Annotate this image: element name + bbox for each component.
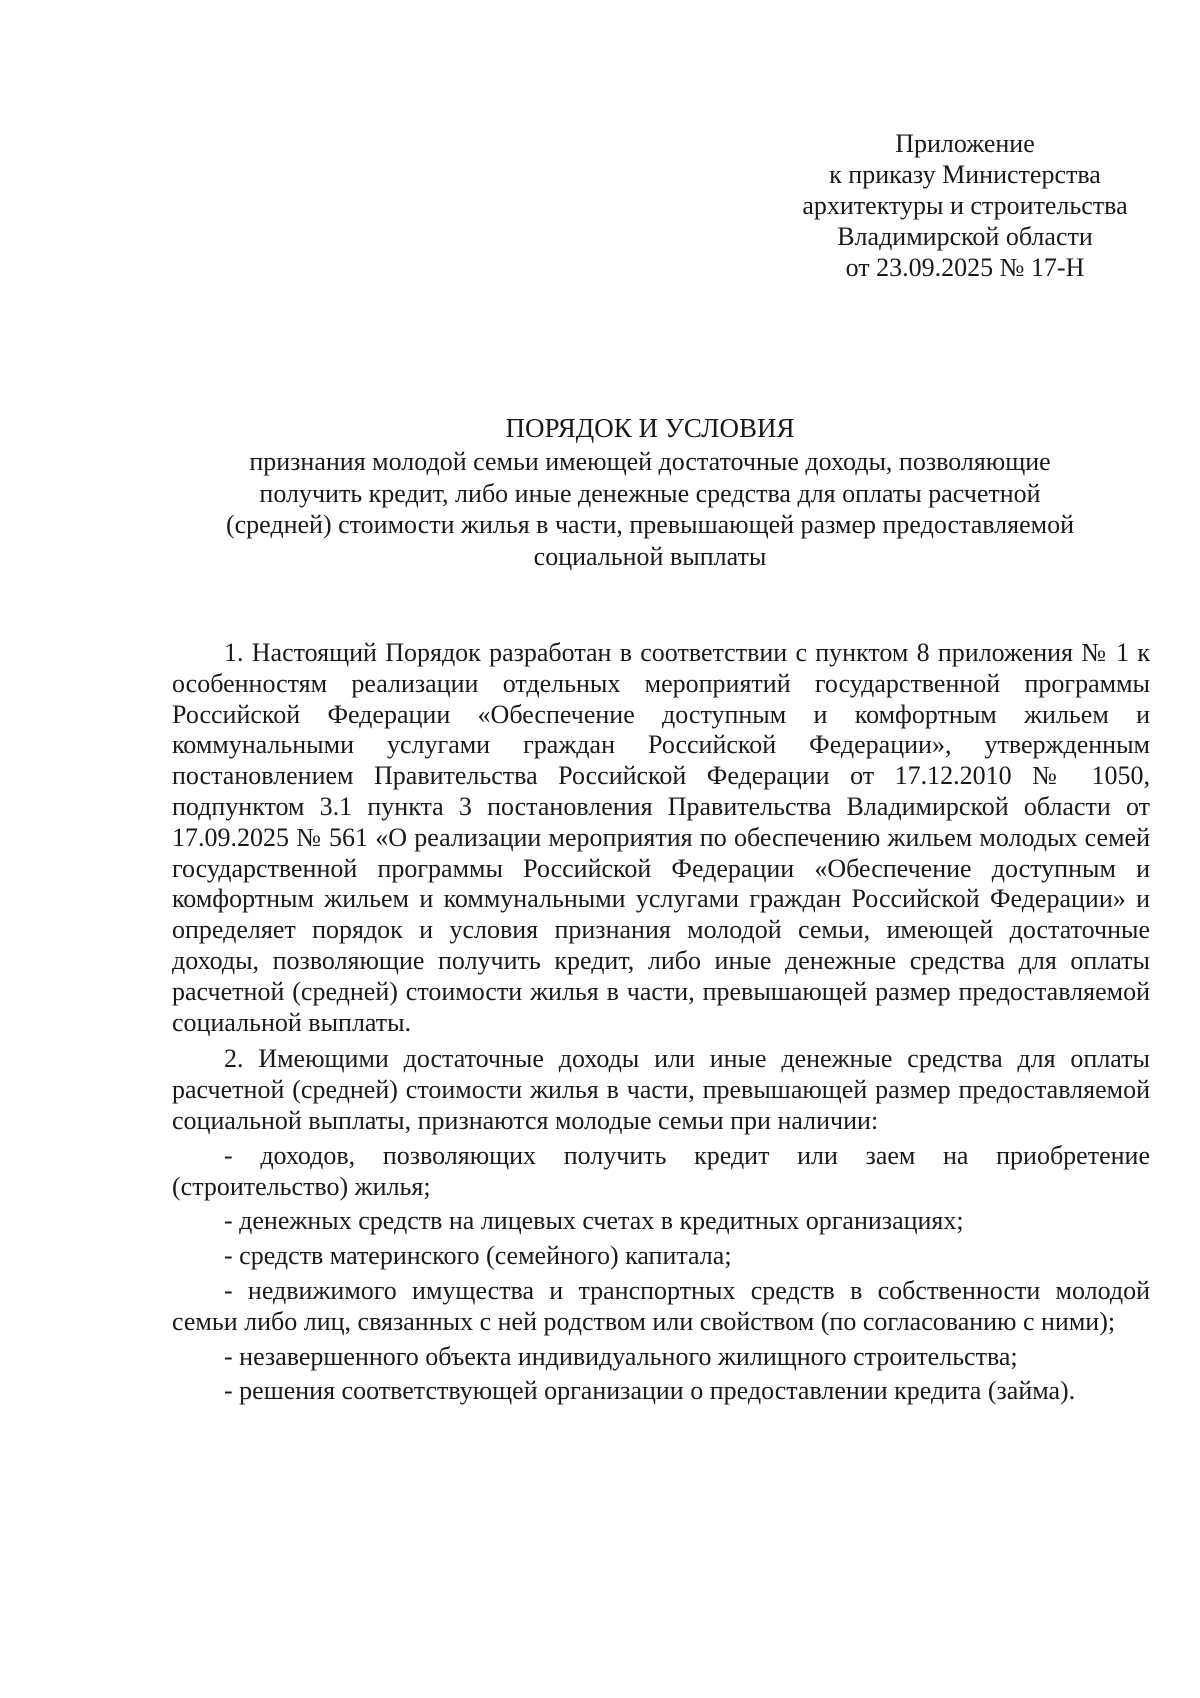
- annex-line: Приложение: [895, 129, 1035, 158]
- list-item: - доходов, позволяющих получить кредит или заем на приобретение (строительство) жилья;: [172, 1140, 1150, 1201]
- subtitle-line: (средней) стоимости жилья в части, превышающей размер предоставляемой: [225, 510, 1075, 539]
- subtitle-line: признания молодой семьи имеющей достаточные доходы, позволяющие: [249, 447, 1051, 476]
- document-body: [172, 638, 1150, 1407]
- annex-line: Владимирской области: [837, 222, 1093, 251]
- list-item: - денежных средств на лицевых счетах в кредитных организациях;: [224, 1206, 964, 1236]
- title-main: ПОРЯДОК И УСЛОВИЯ: [505, 413, 795, 443]
- title-subtitle: [180, 446, 1120, 572]
- list-item: - средств материнского (семейного) капитала;: [224, 1241, 732, 1271]
- annex-line: от 23.09.2025 № 17-Н: [845, 253, 1085, 282]
- paragraph-2: 2. Имеющими достаточные доходы или иные денежные средства для оплаты расчетной (средней) стоимости жилья в части, превышающей размер предоставляемой социальной выплаты, признаются молодые семьи при наличии:: [172, 1044, 1150, 1135]
- list-item: - решения соответствующей организации о предоставлении кредита (займа).: [224, 1376, 1076, 1406]
- subtitle-line: получить кредит, либо иные денежные средства для оплаты расчетной: [259, 478, 1041, 508]
- annex-header: [760, 128, 1170, 283]
- list-item: - недвижимого имущества и транспортных средств в собственности молодой семьи либо лиц, связанных с ней родством или свойством (по согласованию с ними);: [172, 1275, 1150, 1336]
- annex-line: к приказу Министерства: [829, 160, 1101, 189]
- annex-line: архитектуры и строительства: [802, 191, 1128, 220]
- list-item: - незавершенного объекта индивидуального жилищного строительства;: [224, 1341, 1018, 1371]
- paragraph-1: 1. Настоящий Порядок разработан в соответствии с пунктом 8 приложения № 1 к особенностям реализации отдельных мероприятий государственной программы Российской Федерации «Обеспечение доступным и комфортным жильем и коммунальными услугами граждан Российской Федерации», утвержденным постановлением Правительства Российской Федерации от 17.12.2010 № 1050, подпунктом 3.1 пункта 3 постановления Правительства Владимирской области от 17.09.2025 № 561 «О реализации мероприятия по обеспечению жильем молодых семей государственной программы Российской Федерации «Обеспечение доступным и комфортным жильем и коммунальными услугами граждан Российской Федерации» и определяет порядок и условия признания молодой семьи, имеющей достаточные доходы, позволяющие получить кредит, либо иные денежные средства для оплаты расчетной (средней) стоимости жилья в части, превышающей размер предоставляемой социальной выплаты.: [172, 638, 1150, 1037]
- document-title: [180, 412, 1120, 572]
- subtitle-line: социальной выплаты: [533, 541, 767, 571]
